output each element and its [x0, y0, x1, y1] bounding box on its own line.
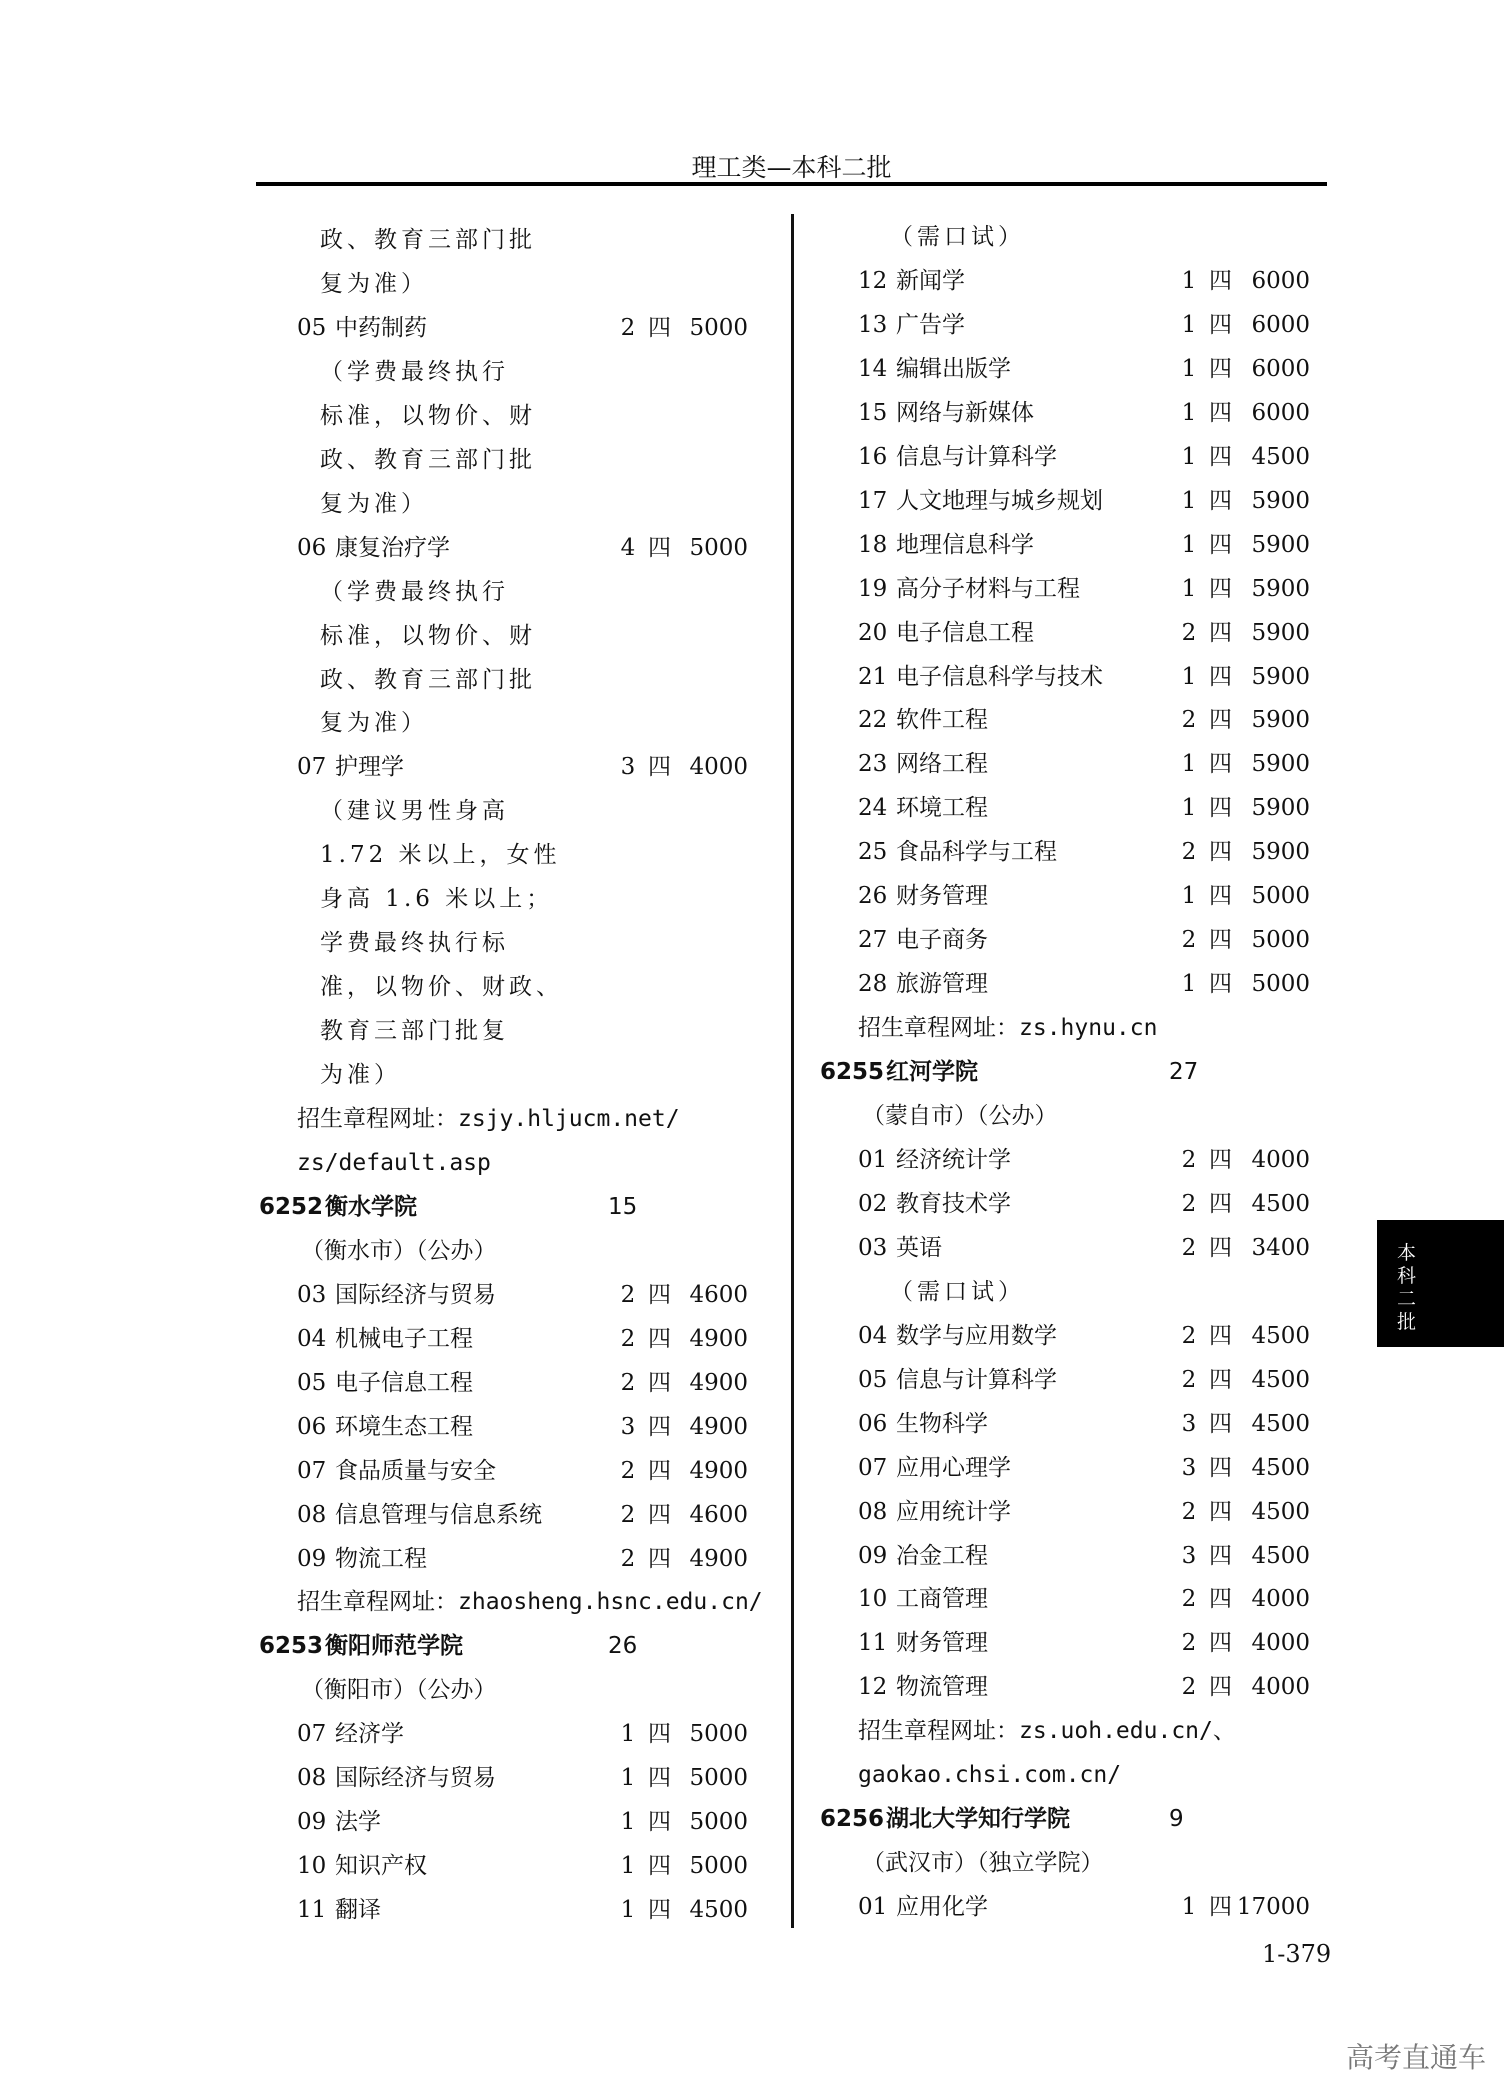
duration-years: 四	[648, 314, 671, 341]
school-total-count: 27	[1169, 1059, 1199, 1086]
duration-years: 四	[1209, 1498, 1232, 1525]
tuition-fee: 4500	[1251, 443, 1310, 470]
duration-years: 四	[1209, 311, 1232, 338]
note-text: （建议男性身高	[320, 798, 509, 825]
note-text: 准，以物价、财政、	[320, 974, 563, 1001]
major-name: 物流工程	[335, 1545, 427, 1572]
major-code: 24	[858, 795, 888, 822]
school-name: 湖北大学知行学院	[886, 1806, 1070, 1833]
major-code: 03	[858, 1234, 888, 1261]
tuition-fee: 5000	[689, 314, 748, 341]
duration-years: 四	[648, 1545, 671, 1572]
note-text: （需口试）	[890, 224, 1025, 250]
duration-years: 四	[648, 1809, 671, 1836]
major-name: 财务管理	[896, 1630, 988, 1657]
note-text: 为准）	[320, 1062, 401, 1089]
major-code: 07	[297, 754, 327, 781]
column-divider	[791, 214, 794, 1928]
major-code: 06	[858, 1410, 888, 1437]
school-total-count: 9	[1169, 1806, 1184, 1833]
major-name: 电子信息科学与技术	[896, 663, 1103, 690]
major-code: 10	[858, 1586, 888, 1613]
tuition-fee: 6000	[1251, 311, 1310, 338]
enrollment-count: 2	[1181, 1630, 1197, 1657]
note-text: 复为准）	[320, 710, 428, 737]
major-name: 食品科学与工程	[896, 839, 1057, 866]
major-code: 13	[858, 311, 888, 338]
note-text: （学费最终执行	[320, 358, 509, 385]
major-name: 环境工程	[896, 795, 988, 822]
major-code: 20	[858, 619, 888, 646]
major-name: 知识产权	[335, 1853, 427, 1880]
tuition-fee: 5900	[1251, 839, 1310, 866]
tuition-fee: 5900	[1251, 487, 1310, 514]
duration-years: 四	[1209, 795, 1232, 822]
duration-years: 四	[1209, 487, 1232, 514]
school-location: （衡水市）（公办）	[301, 1237, 497, 1264]
tuition-fee: 4900	[689, 1457, 748, 1484]
tuition-fee: 5900	[1251, 751, 1310, 778]
major-name: 编辑出版学	[896, 355, 1011, 382]
admission-url: gaokao.chsi.com.cn/	[858, 1762, 1122, 1789]
note-text: 1.72 米以上，女性	[320, 842, 561, 869]
duration-years: 四	[1209, 707, 1232, 734]
major-name: 电子信息工程	[335, 1369, 473, 1396]
major-name: 软件工程	[896, 707, 988, 734]
major-code: 10	[297, 1853, 327, 1880]
major-code: 02	[858, 1190, 888, 1217]
tuition-fee: 4000	[1251, 1674, 1310, 1701]
tuition-fee: 4000	[689, 754, 748, 781]
enrollment-count: 2	[620, 1369, 636, 1396]
enrollment-count: 2	[620, 1281, 636, 1308]
duration-years: 四	[1209, 1322, 1232, 1349]
tuition-fee: 4900	[689, 1413, 748, 1440]
tuition-fee: 5000	[1251, 971, 1310, 998]
major-code: 17	[858, 487, 888, 514]
major-code: 08	[858, 1498, 888, 1525]
tuition-fee: 5900	[1251, 663, 1310, 690]
major-code: 06	[297, 534, 327, 561]
watermark: 高考直通车	[1346, 2041, 1487, 2074]
tuition-fee: 5900	[1251, 707, 1310, 734]
duration-years: 四	[1209, 1234, 1232, 1261]
tuition-fee: 4500	[1251, 1190, 1310, 1217]
duration-years: 四	[648, 1369, 671, 1396]
major-code: 25	[858, 839, 888, 866]
enrollment-count: 1	[1181, 531, 1197, 558]
major-name: 广告学	[896, 311, 965, 338]
major-name: 财务管理	[896, 883, 988, 910]
enrollment-count: 2	[1181, 1498, 1197, 1525]
major-code: 09	[858, 1542, 888, 1569]
major-name: 冶金工程	[896, 1542, 988, 1569]
tuition-fee: 4000	[1251, 1586, 1310, 1613]
enrollment-count: 1	[1181, 1894, 1197, 1921]
major-code: 08	[297, 1501, 327, 1528]
tuition-fee: 4000	[1251, 1630, 1310, 1657]
duration-years: 四	[1209, 839, 1232, 866]
tuition-fee: 5000	[689, 1853, 748, 1880]
admission-url: 招生章程网址：zs.hynu.cn	[858, 1015, 1158, 1042]
major-name: 工商管理	[896, 1586, 988, 1613]
duration-years: 四	[648, 1853, 671, 1880]
school-location: （武汉市）（独立学院）	[862, 1850, 1104, 1877]
tuition-fee: 5900	[1251, 575, 1310, 602]
note-text: 教育三部门批复	[320, 1018, 509, 1045]
duration-years: 四	[648, 1413, 671, 1440]
major-name: 网络与新媒体	[896, 399, 1034, 426]
major-code: 14	[858, 355, 888, 382]
school-name: 红河学院	[886, 1059, 978, 1086]
enrollment-count: 2	[620, 1501, 636, 1528]
note-text: 标准，以物价、财	[320, 402, 536, 429]
major-name: 生物科学	[896, 1410, 988, 1437]
major-name: 康复治疗学	[335, 534, 450, 561]
school-code: 6253	[259, 1633, 324, 1660]
tuition-fee: 5000	[689, 1721, 748, 1748]
major-code: 09	[297, 1545, 327, 1572]
enrollment-count: 2	[620, 1457, 636, 1484]
school-total-count: 26	[608, 1633, 638, 1660]
major-name: 高分子材料与工程	[896, 575, 1080, 602]
tuition-fee: 5900	[1251, 795, 1310, 822]
major-name: 人文地理与城乡规划	[896, 487, 1103, 514]
enrollment-count: 4	[620, 534, 636, 561]
tuition-fee: 6000	[1251, 267, 1310, 294]
duration-years: 四	[1209, 971, 1232, 998]
tuition-fee: 4500	[689, 1897, 748, 1924]
school-code: 6252	[259, 1193, 324, 1220]
note-text: 政、教育三部门批	[320, 227, 536, 253]
major-name: 电子商务	[896, 927, 988, 954]
major-name: 环境生态工程	[335, 1413, 473, 1440]
enrollment-count: 1	[1181, 883, 1197, 910]
major-code: 16	[858, 443, 888, 470]
duration-years: 四	[1209, 751, 1232, 778]
enrollment-count: 1	[1181, 575, 1197, 602]
major-name: 新闻学	[896, 267, 965, 294]
tuition-fee: 4900	[689, 1369, 748, 1396]
major-name: 护理学	[335, 754, 404, 781]
duration-years: 四	[648, 534, 671, 561]
duration-years: 四	[1209, 1410, 1232, 1437]
duration-years: 四	[1209, 399, 1232, 426]
major-name: 地理信息科学	[896, 531, 1034, 558]
tuition-fee: 5000	[689, 1809, 748, 1836]
duration-years: 四	[1209, 927, 1232, 954]
major-name: 国际经济与贸易	[335, 1281, 496, 1308]
duration-years: 四	[1209, 1630, 1232, 1657]
major-code: 11	[297, 1897, 327, 1924]
major-code: 23	[858, 751, 888, 778]
enrollment-count: 2	[1181, 1190, 1197, 1217]
major-code: 06	[297, 1413, 327, 1440]
school-location: （蒙自市）（公办）	[862, 1103, 1058, 1129]
enrollment-count: 2	[1181, 1674, 1197, 1701]
enrollment-count: 2	[620, 1545, 636, 1572]
duration-years: 四	[1209, 1146, 1232, 1173]
note-text: （学费最终执行	[320, 578, 509, 605]
major-name: 英语	[896, 1234, 942, 1261]
school-location: （衡阳市）（公办）	[301, 1677, 497, 1704]
enrollment-count: 1	[1181, 663, 1197, 690]
major-code: 01	[858, 1894, 888, 1921]
duration-years: 四	[648, 1457, 671, 1484]
major-name: 翻译	[335, 1897, 381, 1924]
duration-years: 四	[1209, 1586, 1232, 1613]
note-text: 身高 1.6 米以上；	[320, 886, 554, 913]
major-code: 04	[297, 1325, 327, 1352]
tuition-fee: 4000	[1251, 1146, 1310, 1173]
tuition-fee: 3400	[1251, 1234, 1310, 1261]
tuition-fee: 6000	[1251, 355, 1310, 382]
duration-years: 四	[1209, 1542, 1232, 1569]
enrollment-count: 1	[1181, 751, 1197, 778]
enrollment-count: 2	[620, 1325, 636, 1352]
major-name: 旅游管理	[896, 971, 988, 998]
major-code: 27	[858, 927, 888, 954]
enrollment-count: 1	[1181, 311, 1197, 338]
tuition-fee: 4900	[689, 1325, 748, 1352]
major-code: 03	[297, 1281, 327, 1308]
enrollment-count: 3	[1181, 1410, 1197, 1437]
admission-url: zs/default.asp	[297, 1149, 491, 1176]
tuition-fee: 4500	[1251, 1454, 1310, 1481]
major-name: 网络工程	[896, 751, 988, 778]
tuition-fee: 5900	[1251, 531, 1310, 558]
enrollment-count: 2	[1181, 619, 1197, 646]
major-name: 国际经济与贸易	[335, 1765, 496, 1792]
duration-years: 四	[648, 1721, 671, 1748]
enrollment-count: 2	[1181, 927, 1197, 954]
tuition-fee: 17000	[1236, 1894, 1310, 1921]
tuition-fee: 4500	[1251, 1410, 1310, 1437]
major-name: 应用统计学	[896, 1498, 1011, 1525]
enrollment-count: 1	[620, 1897, 636, 1924]
note-text: 复为准）	[320, 270, 428, 297]
admission-url: 招生章程网址：zs.uoh.edu.cn/、	[858, 1718, 1236, 1745]
duration-years: 四	[1209, 355, 1232, 382]
major-code: 28	[858, 971, 888, 998]
note-text: 标准，以物价、财	[320, 622, 536, 649]
header-rule	[256, 182, 1327, 186]
enrollment-count: 1	[620, 1853, 636, 1880]
duration-years: 四	[1209, 1454, 1232, 1481]
enrollment-count: 3	[620, 1413, 636, 1440]
duration-years: 四	[648, 1325, 671, 1352]
duration-years: 四	[1209, 1894, 1232, 1921]
duration-years: 四	[648, 1281, 671, 1308]
running-header: 理工类—本科二批	[691, 153, 892, 182]
major-code: 05	[858, 1366, 888, 1393]
tuition-fee: 4900	[689, 1545, 748, 1572]
major-name: 机械电子工程	[335, 1325, 473, 1352]
major-name: 经济统计学	[896, 1146, 1011, 1173]
enrollment-count: 1	[620, 1721, 636, 1748]
major-code: 19	[858, 575, 888, 602]
enrollment-count: 1	[1181, 443, 1197, 470]
duration-years: 四	[1209, 883, 1232, 910]
enrollment-count: 1	[1181, 795, 1197, 822]
tuition-fee: 5000	[1251, 883, 1310, 910]
enrollment-count: 2	[1181, 707, 1197, 734]
major-code: 07	[858, 1454, 888, 1481]
enrollment-count: 1	[620, 1809, 636, 1836]
enrollment-count: 3	[1181, 1542, 1197, 1569]
major-name: 应用心理学	[896, 1454, 1011, 1481]
major-code: 01	[858, 1146, 888, 1173]
major-name: 信息与计算科学	[896, 1366, 1057, 1393]
major-name: 法学	[335, 1809, 381, 1836]
duration-years: 四	[1209, 1674, 1232, 1701]
enrollment-count: 1	[1181, 355, 1197, 382]
major-name: 中药制药	[335, 314, 427, 341]
school-code: 6255	[820, 1059, 885, 1086]
major-code: 07	[297, 1721, 327, 1748]
enrollment-count: 1	[1181, 267, 1197, 294]
tuition-fee: 4600	[689, 1501, 748, 1528]
tuition-fee: 5000	[689, 534, 748, 561]
major-code: 09	[297, 1809, 327, 1836]
school-code: 6256	[820, 1806, 885, 1833]
duration-years: 四	[1209, 619, 1232, 646]
major-name: 应用化学	[896, 1894, 988, 1921]
duration-years: 四	[648, 1897, 671, 1924]
enrollment-count: 1	[620, 1765, 636, 1792]
tuition-fee: 4600	[689, 1281, 748, 1308]
duration-years: 四	[1209, 443, 1232, 470]
tuition-fee: 4500	[1251, 1498, 1310, 1525]
tuition-fee: 6000	[1251, 399, 1310, 426]
major-name: 信息与计算科学	[896, 443, 1057, 470]
note-text: 政、教育三部门批	[320, 666, 536, 693]
duration-years: 四	[1209, 1190, 1232, 1217]
enrollment-count: 2	[1181, 1586, 1197, 1613]
major-code: 08	[297, 1765, 327, 1792]
tuition-fee: 5900	[1251, 619, 1310, 646]
tuition-fee: 5000	[689, 1765, 748, 1792]
enrollment-count: 1	[1181, 399, 1197, 426]
enrollment-count: 2	[1181, 1234, 1197, 1261]
tuition-fee: 4500	[1251, 1366, 1310, 1393]
enrollment-count: 2	[1181, 1322, 1197, 1349]
enrollment-count: 3	[620, 754, 636, 781]
admission-url: 招生章程网址：zsjy.hljucm.net/	[297, 1106, 680, 1132]
major-code: 21	[858, 663, 888, 690]
major-name: 数学与应用数学	[896, 1322, 1057, 1349]
duration-years: 四	[648, 1765, 671, 1792]
duration-years: 四	[1209, 575, 1232, 602]
enrollment-count: 2	[620, 314, 636, 341]
major-code: 26	[858, 883, 888, 910]
major-name: 教育技术学	[896, 1190, 1011, 1217]
enrollment-count: 2	[1181, 1146, 1197, 1173]
duration-years: 四	[648, 754, 671, 781]
admission-url: 招生章程网址：zhaosheng.hsnc.edu.cn/	[297, 1589, 763, 1616]
major-name: 经济学	[335, 1721, 404, 1748]
major-name: 食品质量与安全	[335, 1457, 496, 1484]
side-tab-label: 本科二批	[1397, 1242, 1417, 1333]
major-code: 05	[297, 314, 327, 341]
side-tab	[1377, 1220, 1504, 1347]
tuition-fee: 4500	[1251, 1542, 1310, 1569]
major-code: 18	[858, 531, 888, 558]
duration-years: 四	[1209, 531, 1232, 558]
school-total-count: 15	[608, 1193, 638, 1220]
major-code: 04	[858, 1322, 888, 1349]
major-name: 物流管理	[896, 1674, 988, 1701]
major-code: 12	[858, 267, 888, 294]
duration-years: 四	[1209, 1366, 1232, 1393]
tuition-fee: 4500	[1251, 1322, 1310, 1349]
major-code: 05	[297, 1369, 327, 1396]
note-text: 学费最终执行标	[320, 930, 509, 957]
enrollment-count: 1	[1181, 487, 1197, 514]
duration-years: 四	[1209, 663, 1232, 690]
note-text: 复为准）	[320, 490, 428, 517]
school-name: 衡水学院	[325, 1193, 417, 1220]
tuition-fee: 5000	[1251, 927, 1310, 954]
note-text: 政、教育三部门批	[320, 446, 536, 473]
school-name: 衡阳师范学院	[325, 1633, 463, 1660]
major-code: 22	[858, 707, 888, 734]
major-name: 信息管理与信息系统	[335, 1501, 542, 1528]
enrollment-count: 3	[1181, 1454, 1197, 1481]
major-code: 07	[297, 1457, 327, 1484]
note-text: （需口试）	[890, 1278, 1025, 1305]
enrollment-count: 1	[1181, 971, 1197, 998]
duration-years: 四	[1209, 267, 1232, 294]
duration-years: 四	[648, 1501, 671, 1528]
major-code: 12	[858, 1674, 888, 1701]
major-code: 11	[858, 1630, 888, 1657]
major-name: 电子信息工程	[896, 619, 1034, 646]
enrollment-count: 2	[1181, 839, 1197, 866]
major-code: 15	[858, 399, 888, 426]
enrollment-count: 2	[1181, 1366, 1197, 1393]
page-number: 1-379	[1262, 1940, 1332, 1968]
